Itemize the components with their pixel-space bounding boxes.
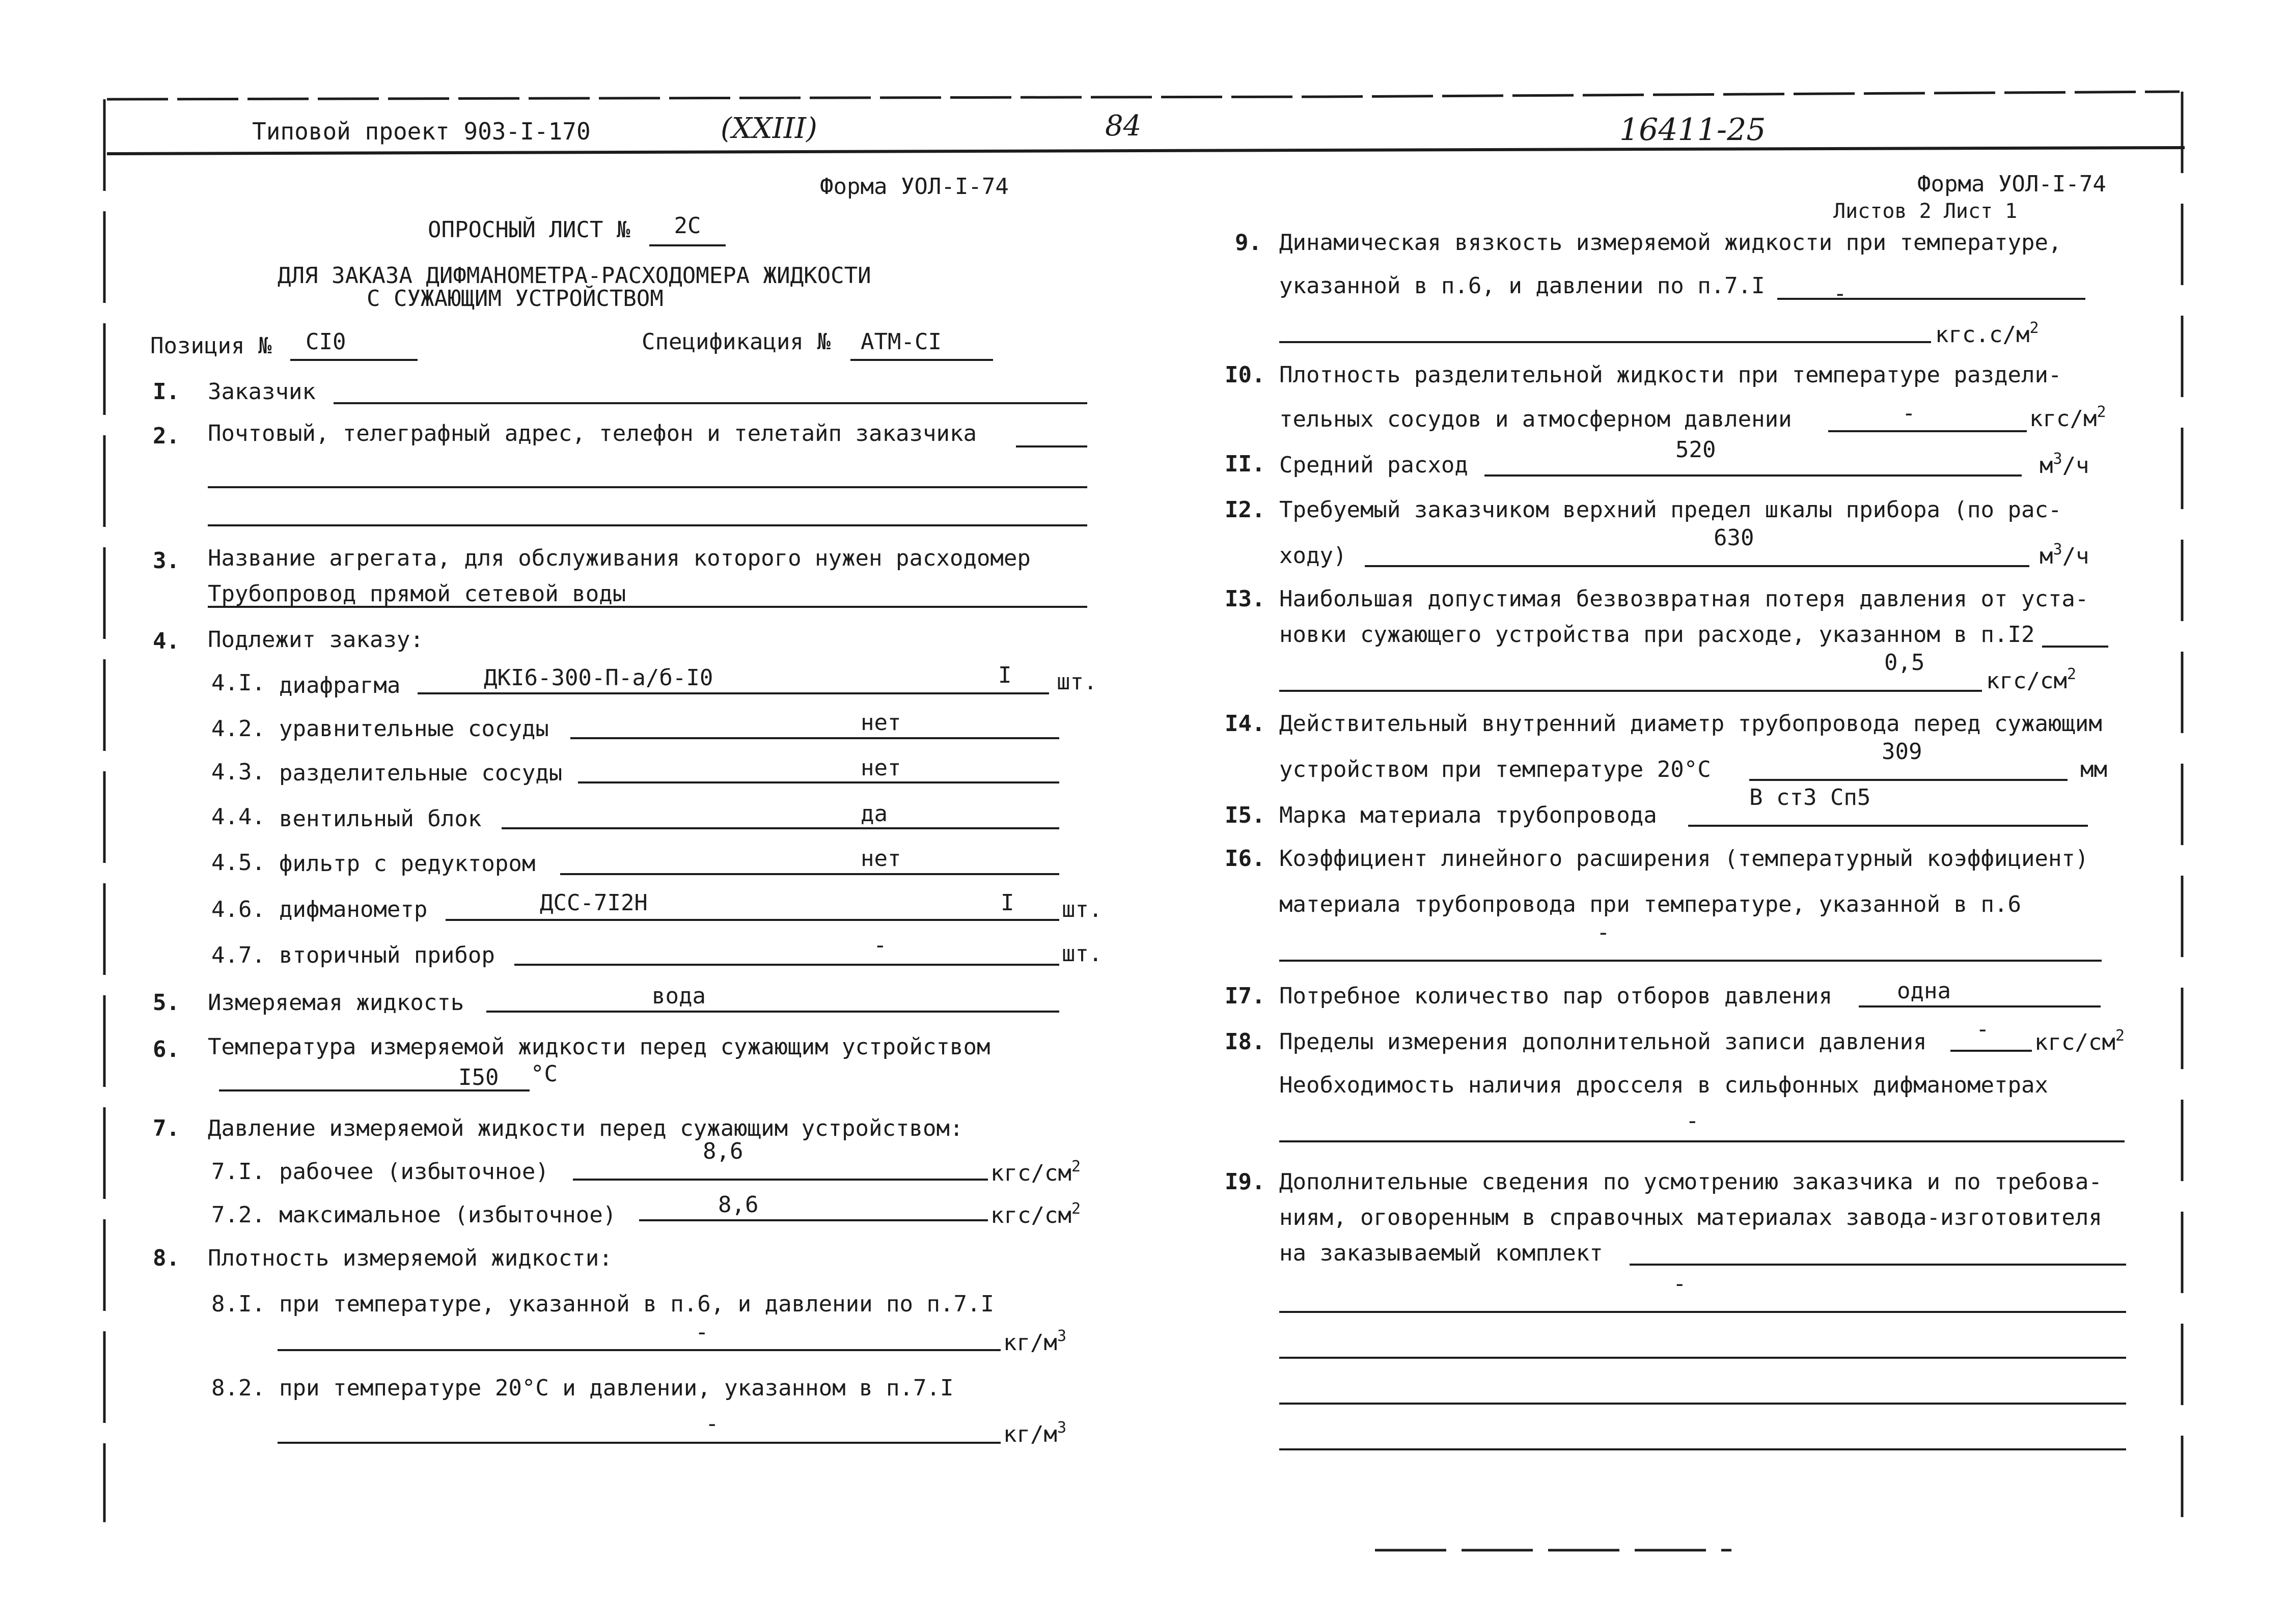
item-14-label-2: устройством при температуре 20°С [1279, 757, 1711, 782]
item-13-label-2: новки сужающего устройства при расходе, указанном в п.I2 [1279, 622, 2035, 648]
form-subtitle-1: ДЛЯ ЗАКАЗА ДИФМАНОМЕТРА-РАСХОДОМЕРА ЖИДКОСТИ [278, 263, 871, 289]
item-2-label: Почтовый, телеграфный адрес, телефон и телетайп заказчика [208, 421, 977, 446]
item-19-label-1: Дополнительные сведения по усмотрению заказчика и по требова- [1279, 1169, 2102, 1195]
item-8-1-value: - [695, 1319, 709, 1345]
form-subtitle-2: С СУЖАЮЩИМ УСТРОЙСТВОМ [367, 286, 664, 312]
item-5-label: Измеряемая жидкость [208, 990, 464, 1016]
item-8-2-label: при температуре 20°С и давлении, указанном в п.7.I [279, 1375, 954, 1401]
item-5-num: 5. [153, 990, 180, 1016]
item-18-value: - [1976, 1016, 1990, 1042]
form-code-right: Форма УОЛ-I-74 [1917, 171, 2106, 197]
item-9-label-1: Динамическая вязкость измеряемой жидкости при температуре, [1279, 230, 2062, 256]
item-12-unit: $м^3/ч$ [2040, 541, 2089, 569]
item-10-label-1: Плотность разделительной жидкости при температуре раздели- [1279, 362, 2062, 388]
item-13-value: 0,5 [1884, 650, 1925, 676]
header-number: 16411-25 [1619, 112, 1766, 148]
item-4-2-label: уравнительные сосуды [279, 716, 549, 742]
item-8-1-num: 8.I. [211, 1291, 265, 1317]
item-4-num: 4. [153, 628, 180, 654]
item-7-2-value: 8,6 [718, 1192, 759, 1218]
item-13-label-1: Наибольшая допустимая безвозвратная потеря давления от уста- [1279, 586, 2089, 612]
item-8-num: 8. [153, 1245, 180, 1271]
item-4-5-num: 4.5. [211, 850, 265, 876]
item-3-label: Название агрегата, для обслуживания которого нужен расходомер [208, 545, 1031, 571]
item-4-1-unit: шт. [1057, 669, 1097, 695]
item-19-label-2: ниям, оговоренным в справочных материалах завода-изготовителя [1279, 1205, 2102, 1230]
item-19-label-3: на заказываемый комплект [1279, 1240, 1603, 1266]
item-4-6-qty: I [1001, 890, 1014, 916]
item-11-unit: $м^3/ч$ [2040, 450, 2089, 479]
item-16-num: I6. [1225, 846, 1265, 872]
customer-line [334, 402, 1087, 404]
item-8-2-num: 8.2. [211, 1375, 265, 1401]
item-9-value: - [1833, 281, 1847, 306]
item-4-3-label: разделительные сосуды [279, 760, 563, 786]
item-4-7-unit: шт. [1062, 941, 1103, 967]
item-17-value: одна [1897, 978, 1951, 1004]
item-3-num: 3. [153, 548, 180, 574]
item-7-2-unit: кгс/$см^2$ [990, 1200, 1081, 1228]
item-8-1-unit: $кг/м^3$ [1003, 1327, 1067, 1356]
position-value: СI0 [306, 329, 346, 355]
item-14-value: 309 [1882, 739, 1922, 765]
spec-label: Спецификация № [642, 329, 831, 355]
item-6-label: Температура измеряемой жидкости перед сужающим устройством [208, 1034, 990, 1060]
item-1-num: I. [153, 379, 180, 405]
item-17-num: I7. [1225, 983, 1265, 1009]
item-11-value: 520 [1675, 437, 1716, 463]
item-4-5-label: фильтр с редуктором [279, 851, 536, 877]
item-9-num: 9. [1235, 230, 1262, 256]
item-7-2-label: максимальное (избыточное) [279, 1202, 617, 1228]
item-4-6-label: дифманометр [279, 897, 428, 922]
item-19-value: - [1673, 1271, 1687, 1297]
header-page: 84 [1105, 109, 1142, 143]
item-7-label: Давление измеряемой жидкости перед сужающим устройством: [208, 1115, 963, 1141]
item-13-num: I3. [1225, 586, 1265, 612]
item-14-unit: мм [2080, 757, 2107, 782]
item-7-2-num: 7.2. [211, 1202, 265, 1228]
item-8-2-unit: $кг/м^3$ [1003, 1419, 1067, 1447]
item-1-label: Заказчик [208, 379, 316, 405]
item-18-value-2: - [1686, 1108, 1699, 1134]
item-12-label-1: Требуемый заказчиком верхний предел шкалы прибора (по рас- [1279, 497, 2062, 523]
item-18-label: Пределы измерения дополнительной записи давления [1279, 1029, 1927, 1055]
item-16-label-2: материала трубопровода при температуре, указанной в п.6 [1279, 891, 2021, 917]
item-15-num: I5. [1225, 802, 1265, 828]
item-14-label-1: Действительный внутренний диаметр трубопровода перед сужающим [1279, 711, 2102, 737]
spec-value: АТМ-СI [861, 329, 942, 355]
item-7-1-unit: кгс/$см^2$ [990, 1158, 1081, 1186]
item-9-label-2: указанной в п.6, и давлении по п.7.I [1279, 273, 1765, 299]
item-4-1-qty: I [998, 662, 1012, 688]
item-7-1-label: рабочее (избыточное) [279, 1159, 549, 1185]
item-4-1-value: ДКI6-300-П-а/б-I0 [484, 665, 713, 691]
item-4-1-num: 4.I. [211, 670, 265, 696]
form-code-left: Форма УОЛ-I-74 [820, 174, 1009, 200]
position-label: Позиция № [150, 333, 272, 359]
unit-name-value: Трубопровод прямой сетевой воды [208, 581, 626, 607]
item-10-value: - [1902, 400, 1916, 426]
item-4-7-num: 4.7. [211, 942, 265, 968]
item-4-3-num: 4.3. [211, 759, 265, 785]
item-4-7-label: вторичный прибор [279, 942, 495, 968]
item-13-unit: кгс/$см^2$ [1986, 665, 2077, 694]
item-10-unit: кгс/$м^2$ [2029, 403, 2106, 432]
form-title: ОПРОСНЫЙ ЛИСТ № [428, 217, 630, 243]
form-title-number: 2С [674, 213, 701, 239]
item-8-1-label: при температуре, указанной в п.6, и давлении по п.7.I [279, 1291, 994, 1317]
item-12-label-2: ходу) [1279, 543, 1347, 569]
item-4-5-value: нет [861, 846, 901, 872]
item-4-6-num: 4.6. [211, 897, 265, 922]
item-15-value: В ст3 Сп5 [1749, 785, 1871, 810]
item-14-num: I4. [1225, 711, 1265, 737]
item-17-label: Потребное количество пар отборов давления [1279, 983, 1833, 1009]
item-6-num: 6. [153, 1037, 180, 1062]
item-12-num: I2. [1225, 497, 1265, 523]
item-6-unit: °С [531, 1061, 558, 1087]
item-6-value: I50 [458, 1065, 499, 1090]
item-15-label: Марка материала трубопровода [1279, 802, 1657, 828]
item-8-2-value: - [705, 1411, 719, 1437]
item-10-num: I0. [1225, 362, 1265, 388]
item-7-num: 7. [153, 1115, 180, 1141]
item-7-1-num: 7.I. [211, 1159, 265, 1185]
sheet-count: Листов 2 Лист 1 [1833, 200, 2018, 223]
item-12-value: 630 [1714, 525, 1754, 551]
item-18-num: I8. [1225, 1029, 1265, 1055]
item-7-1-value: 8,6 [703, 1138, 743, 1164]
item-4-6-value: ДСС-7I2Н [540, 890, 648, 916]
item-11-num: II. [1225, 451, 1265, 477]
item-5-value: вода [652, 983, 706, 1009]
item-4-1-label: диафрагма [279, 673, 401, 698]
item-9-unit: $кгс.с/м^2$ [1935, 319, 2039, 348]
item-4-6-unit: шт. [1062, 897, 1103, 922]
item-4-4-num: 4.4. [211, 804, 265, 830]
item-16-label-1: Коэффициент линейного расширения (температурный коэффициент) [1279, 846, 2089, 872]
item-8-label: Плотность измеряемой жидкости: [208, 1245, 613, 1271]
item-19-num: I9. [1225, 1169, 1265, 1195]
item-18-unit: кгс/$см^2$ [2034, 1027, 2125, 1055]
item-4-4-label: вентильный блок [279, 806, 482, 832]
item-4-label: Подлежит заказу: [208, 627, 424, 653]
header-project: Типовой проект 903-I-170 [252, 118, 591, 145]
item-4-7-value: - [873, 932, 887, 958]
item-18-label-2: Необходимость наличия дросселя в сильфонных дифманометрах [1279, 1072, 2048, 1098]
header-album: (XXIII) [721, 112, 817, 145]
item-4-3-value: нет [861, 755, 901, 781]
item-11-label: Средний расход [1279, 452, 1468, 478]
item-16-value: - [1596, 919, 1610, 945]
item-4-2-num: 4.2. [211, 716, 265, 742]
item-4-2-value: нет [861, 710, 901, 736]
item-10-label-2: тельных сосудов и атмосферном давлении [1279, 406, 1792, 432]
item-2-num: 2. [153, 423, 180, 449]
item-4-4-value: да [861, 801, 888, 827]
